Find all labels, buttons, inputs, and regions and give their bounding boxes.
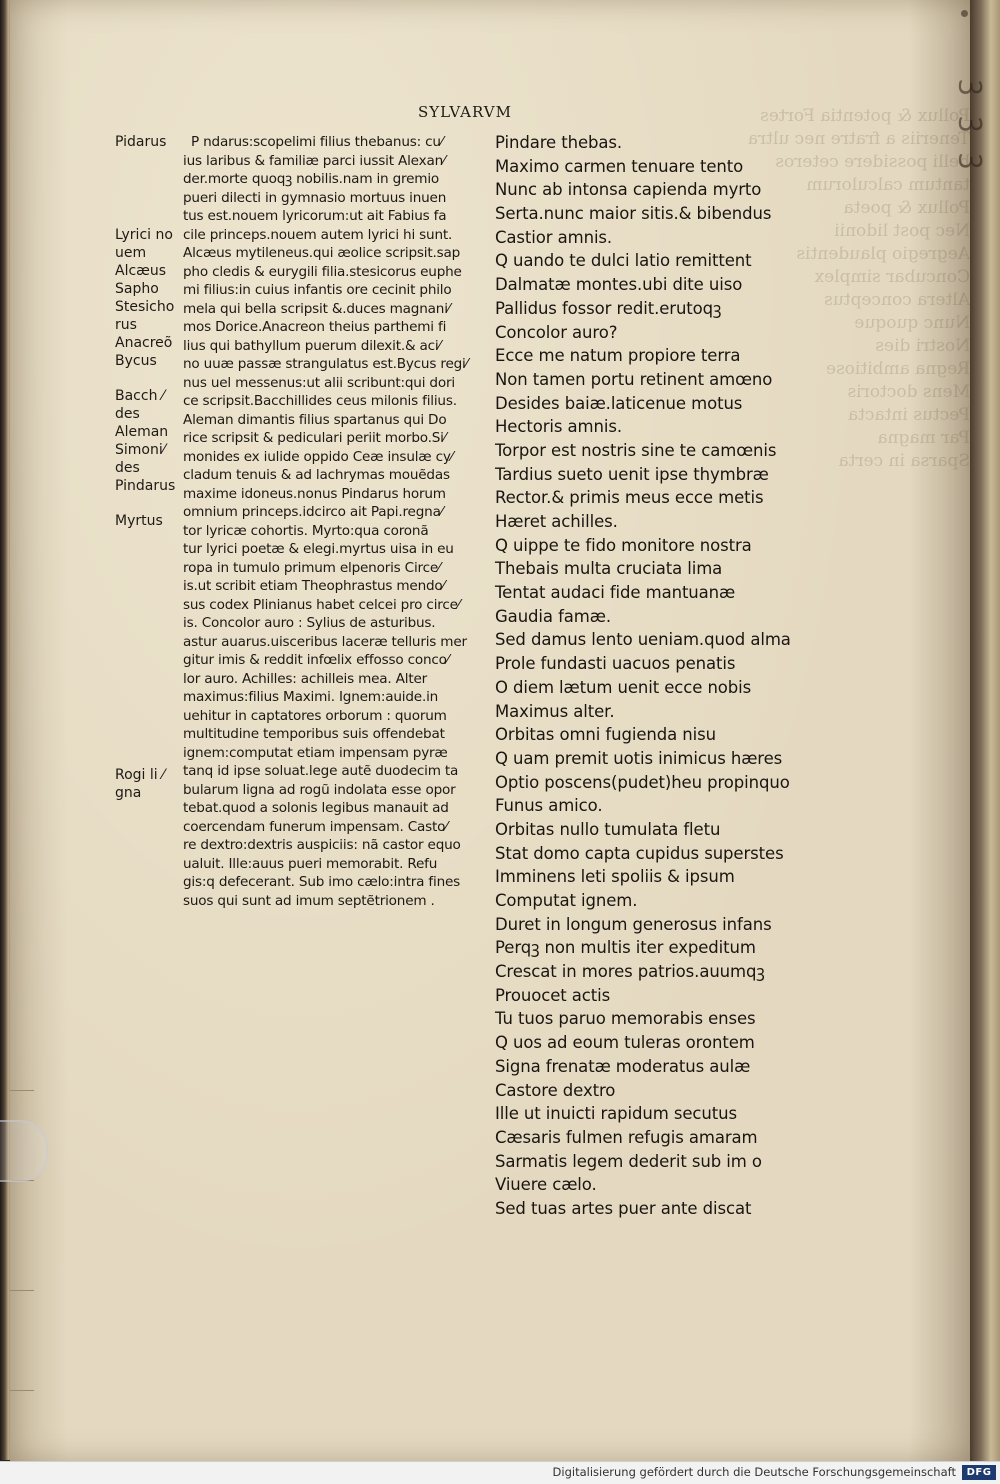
margin-note-sapho: Sapho (115, 281, 159, 297)
commentary-line: multitudine temporibus suis offendebat (183, 726, 445, 742)
verse-line: Optio poscens(pudet)heu propinquo (495, 772, 790, 792)
commentary-line: sus codex Plinianus habet celcei pro circe⁄ (183, 596, 460, 613)
margin-note-bacchylides: Bacch ⁄ (115, 388, 165, 404)
verse-line: Computat ignem. (495, 891, 638, 910)
verse-line: Thebais multa cruciata lima (495, 559, 723, 579)
commentary-line: astur auarus.uisceribus laceræ telluris mer (183, 633, 467, 650)
commentary-line: lor auro. Achilles: achilleis mea. Alter (183, 670, 428, 687)
commentary-line: omnium princeps.idcirco ait Papi.regna⁄ (183, 504, 443, 520)
verse-line: Prouocet actis (495, 985, 611, 1005)
verse-line: Pindare thebas. (495, 133, 623, 152)
commentary-line: monides ex iulide oppido Ceæ insulæ cy⁄ (183, 448, 453, 465)
verse-line: Desides baiæ.laticenue motus (495, 393, 743, 413)
margin-note-aleman: Aleman (115, 424, 169, 440)
verse-line: Maximus alter. (495, 701, 615, 721)
commentary-line: tur lyrici poetæ & elegi.myrtus uisa in eu (183, 541, 454, 557)
verse-line: Ecce me natum propiore terra (495, 346, 741, 366)
verse-line: Signa frenatæ moderatus aulæ (495, 1056, 751, 1076)
verse-line: O diem lætum uenit ecce nobis (495, 677, 752, 697)
margin-note-stesichorus: Stesicho (115, 299, 175, 315)
margin-note-alcaeus: Alcæus (115, 263, 167, 279)
commentary-line: no uuæ passæ strangulatus est.Bycus regi⁄ (183, 356, 468, 372)
margin-note-simonides-cont: des (115, 460, 140, 476)
commentary-column (183, 133, 495, 910)
commentary-line: tus est.nouem lyricorum:ut ait Fabius fa (183, 208, 447, 224)
verse-line: Gaudia famæ. (495, 606, 612, 626)
reverse-show-through: Pollux & potentia Fortes Teneriis a fratre nec ultra belli possidere ceteros tantum calculorum Pollux & poeta Nec post lidonii Aegregio plaudentis Concubar simplex Altera conceptus Nunc quoque Nostri dies Regna ambitiose Mens doctoris Pectus intacta Par magna Sparsa in certa (747, 106, 970, 471)
verse-line: Concolor auro? (495, 322, 618, 342)
verse-line: Pallidus fossor redit.erutoqꝫ (495, 298, 722, 318)
page-corner-mark (961, 10, 968, 17)
commentary-line: ignem:computat etiam impensam pyræ (183, 744, 448, 761)
margin-notes (10, 0, 190, 900)
commentary-line: P ndarus:scopelimi filius thebanus: cu⁄ (191, 134, 443, 150)
footer-credit: Digitalisierung gefördert durch die Deutsche Forschungsgemeinschaft (552, 1465, 956, 1479)
margin-note-pindarus-2: Pindarus (115, 478, 176, 494)
facing-page-text-fragment: ꝫ ꝫ ꝫ (958, 80, 993, 176)
verse-line: Hectoris amnis. (495, 417, 622, 437)
book-page (10, 0, 976, 1462)
verse-line: Non tamen portu retinent amœno (495, 369, 773, 389)
commentary-line: suos qui sunt ad imum septẽtrionem . (183, 892, 435, 909)
verse-line: Orbitas nullo tumulata fletu (495, 819, 721, 839)
commentary-line: Aleman dimantis filius spartanus qui Do (183, 411, 447, 428)
verse-line: Stat domo capta cupidus superstes (495, 843, 784, 863)
commentary-line: pho cledis & eurygili filia.stesicorus euphe (183, 263, 462, 280)
verse-line: Sed tuas artes puer ante discat (495, 1198, 752, 1218)
verse-line: Tentat audaci fide mantuanæ (495, 583, 736, 603)
verse-line: Cæsaris fulmen refugis amaram (495, 1127, 758, 1147)
margin-note-bycus: Bycus (115, 353, 157, 369)
verse-column (495, 131, 855, 1221)
facing-page-strip (958, 0, 1000, 1462)
verse-line: Ille ut inuicti rapidum secutus (495, 1104, 737, 1124)
commentary-line: maximus:filius Maximi. Ignem:auide.in (183, 689, 439, 705)
margin-note-bacchylides-cont: des (115, 406, 140, 422)
verse-line: Crescat in mores patrios.auumqꝫ (495, 962, 765, 982)
margin-note-simonides: Simoni⁄ (115, 442, 166, 458)
commentary-line: ropa in tumulo primum elpenoris Circe⁄ (183, 559, 441, 576)
commentary-line: nus uel messenus:ut alii scribunt:qui dori (183, 374, 455, 391)
commentary-line: pueri dilecti in gymnasio mortuus inuen (183, 189, 447, 206)
verse-line: Castior amnis. (495, 227, 613, 247)
verse-line: Orbitas omni fugienda nisu (495, 725, 716, 745)
verse-line: Nunc ab intonsa capienda myrto (495, 180, 762, 200)
commentary-line: maxime idoneus.nonus Pindarus horum (183, 485, 446, 502)
commentary-line: ius laribus & familiæ parci iussit Alexan⁄ (183, 152, 446, 169)
commentary-line: is. Concolor auro : Sylius de asturibus. (183, 615, 436, 631)
margin-note-lyrici-novem: Lyrici no (115, 227, 173, 243)
verse-line: Perqꝫ non multis iter expeditum (495, 938, 756, 958)
verse-line: Q uos ad eoum tuleras orontem (495, 1033, 755, 1053)
verse-line: Torpor est nostris sine te camœnis (495, 440, 777, 460)
commentary-line: coercendam funerum impensam. Casto⁄ (183, 818, 448, 835)
commentary-line: mos Dorice.Anacreon theius parthemi fi (183, 319, 447, 335)
commentary-line: is.ut scribit etiam Theophrastus mendo⁄ (183, 578, 445, 594)
book-clip (0, 1120, 48, 1182)
verse-line: Viuere cælo. (495, 1175, 597, 1195)
dfg-logo: DFG (962, 1465, 996, 1480)
verse-line: Hæret achilles. (495, 512, 618, 531)
margin-note-lyrici-novem-cont: uem (115, 245, 147, 261)
commentary-line: mela qui bella scripsit &.duces magnani⁄ (183, 300, 450, 317)
verse-line: Duret in longum generosus infans (495, 914, 772, 934)
commentary-line: Alcæus mytileneus.qui æolice scripsit.sap (183, 245, 461, 261)
commentary-line: cile princeps.nouem autem lyrici hi sunt. (183, 226, 453, 243)
verse-line: Serta.nunc maior sitis.& bibendus (495, 204, 772, 224)
margin-note-stesichorus-cont: rus (115, 317, 137, 333)
page-edge-line (10, 1390, 34, 1391)
margin-note-anacreon: Anacreõ (115, 335, 173, 351)
commentary-line: ualuit. Ille:auus pueri memorabit. Refu (183, 855, 438, 872)
commentary-line: re dextro:dextris auspiciis: nã castor equo (183, 837, 461, 853)
verse-line: Imminens leti spoliis & ipsum (495, 867, 735, 887)
verse-line: Rector.& primis meus ecce metis (495, 488, 764, 508)
margin-note-rogi-ligna: Rogi li ⁄ (115, 767, 165, 783)
verse-line: Funus amico. (495, 796, 603, 816)
margin-note-rogi-ligna-cont: gna (115, 785, 142, 801)
commentary-line: ce scripsit.Bacchillides ceus milonis filius. (183, 393, 457, 409)
margin-note-pindarus: Pidarus (115, 134, 167, 150)
commentary-line: der.morte quoqꝫ nobilis.nam in gremio (183, 171, 440, 187)
commentary-line: lius qui bathyllum puerum dilexit.& aci⁄ (183, 337, 441, 354)
verse-line: Q uam premit uotis inimicus hæres (495, 748, 783, 768)
verse-line: Maximo carmen tenuare tento (495, 156, 744, 176)
verse-line: Castore dextro (495, 1080, 616, 1100)
commentary-line: tebat.quod a solonis legibus manauit ad (183, 800, 449, 816)
verse-line: Tu tuos paruo memorabis enses (495, 1009, 756, 1029)
commentary-line: rice scripsit & pediculari periit morbo.Si⁄ (183, 430, 446, 446)
verse-line: Dalmatæ montes.ubi dite uiso (495, 275, 743, 295)
margin-note-myrtus: Myrtus (115, 513, 163, 529)
commentary-line: bularum ligna ad rogũ indolata esse opor (183, 781, 456, 798)
page-edge-line (10, 1290, 34, 1291)
verse-line: Q uando te dulci latio remittent (495, 251, 752, 271)
verse-line: Prole fundasti uacuos penatis (495, 654, 736, 674)
commentary-line: uehitur in captatores orborum : quorum (183, 707, 447, 724)
commentary-line: gis:q defecerant. Sub imo cælo:intra fines (183, 874, 461, 890)
footer-bar (0, 1461, 1000, 1484)
commentary-line: tanq id ipse soluat.lege autẽ duodecim ta (183, 763, 459, 779)
verse-line: Sed damus lento ueniam.quod alma (495, 630, 791, 650)
commentary-line: tor lyricæ cohortis. Myrto:qua coronã (183, 522, 429, 539)
commentary-line: gitur imis & reddit infœlix effosso conco⁄ (183, 652, 449, 668)
running-head: SYLVARVM (418, 103, 512, 121)
commentary-line: cladum tenuis & ad lachrymas mouẽdas (183, 467, 450, 483)
page-edge-line (10, 1090, 34, 1091)
verse-line: Sarmatis legem dederit sub im o (495, 1151, 762, 1171)
verse-line: Q uippe te fido monitore nostra (495, 535, 752, 555)
commentary-line: mi filius:in cuius infantis ore cecinit philo (183, 282, 452, 298)
verse-line: Tardius sueto uenit ipse thymbræ (495, 464, 769, 484)
